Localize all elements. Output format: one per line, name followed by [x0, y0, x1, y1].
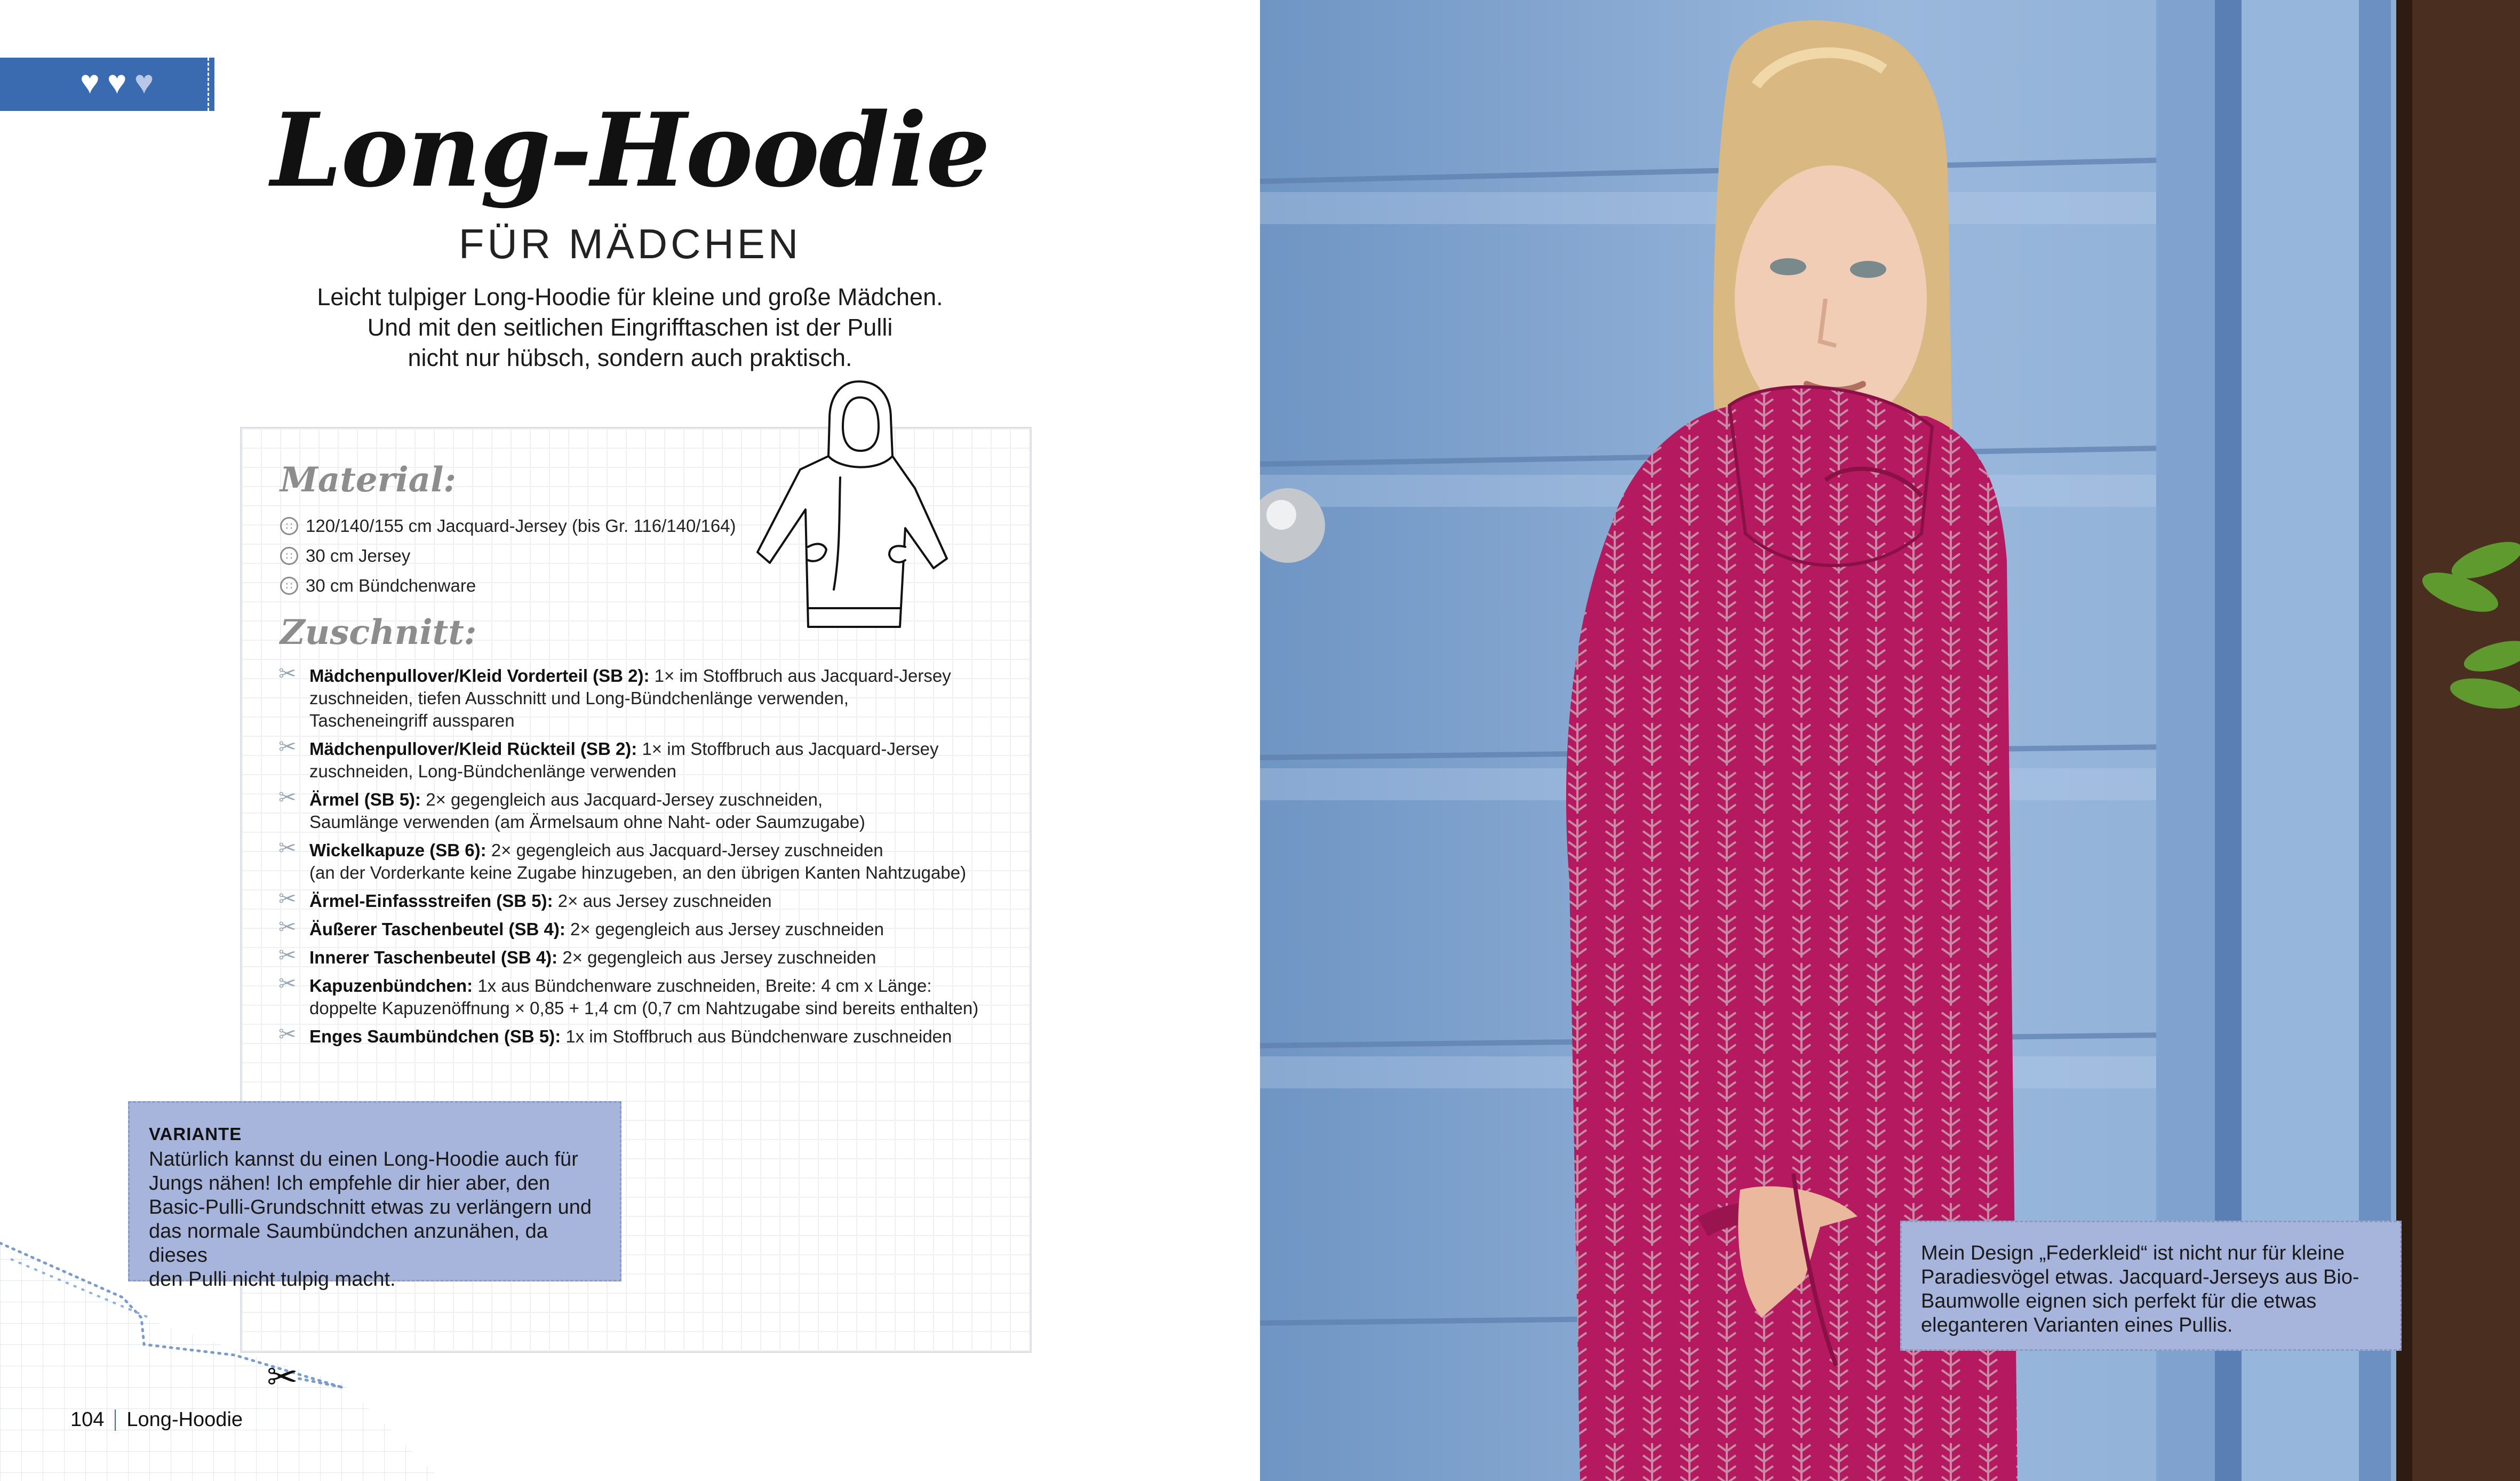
list-item: ✂ Ärmel-Einfassstreifen (SB 5): 2× aus Jersey zuschneiden [278, 887, 772, 911]
folio-divider [115, 1410, 116, 1431]
scissors-icon: ✂ [278, 944, 297, 967]
page-subtitle: FÜR MÄDCHEN [458, 220, 802, 267]
list-item: ✂ Ärmel (SB 5): 2× gegengleich aus Jacquard-Jersey zuschneiden, Saumlänge verwenden (am Ärmelsaum ohne Naht- oder Saumzugabe) [278, 786, 865, 832]
zuschnitt-heading: Zuschnitt: [280, 612, 477, 652]
heart-icon: ♥ [80, 64, 100, 101]
scissors-icon: ✂ [278, 735, 297, 759]
photo-caption: Mein Design „Federkleid“ ist nicht nur für kleine Paradiesvögel etwas. Jacquard-Jerseys aus Bio- Baumwolle eignen sich perfekt für die etwas eleganteren Varianten eines Pullis. [1900, 1221, 2402, 1351]
page-folio [70, 1408, 243, 1431]
scissors-icon: ✂ [278, 1023, 297, 1046]
material-item: ∷ 30 cm Bündchenware [280, 571, 814, 601]
list-item: ✂ Innerer Taschenbeutel (SB 4): 2× gegengleich aus Jersey zuschneiden [278, 944, 876, 967]
needle-icon: ∷ [280, 577, 298, 595]
list-item: ✂ Mädchenpullover/Kleid Vorderteil (SB 2): 1× im Stoffbruch aus Jacquard-Jersey zuschneiden, tiefen Ausschnitt und Long-Bündchenlänge verwenden, Tascheneingriff aussparen [278, 662, 951, 730]
scissors-icon: ✂ [278, 837, 297, 860]
list-item: ✂ Wickelkapuze (SB 6): 2× gegengleich aus Jacquard-Jersey zuschneiden (an der Vorderkante keine Zugabe hinzugeben, an den übrigen Kanten Nahtzugabe) [278, 837, 967, 882]
needle-icon: ∷ [280, 517, 298, 535]
scissors-icon: ✂ [278, 915, 297, 939]
scissors-icon: ✂ [278, 786, 297, 809]
scissors-icon: ✂ [278, 887, 297, 911]
heart-icon: ♥ [134, 64, 154, 101]
list-item: ✂ Mädchenpullover/Kleid Rückteil (SB 2): 1× im Stoffbruch aus Jacquard-Jersey zuschneiden, Long-Bündchenlänge verwenden [278, 735, 939, 781]
running-title: Long-Hoodie [126, 1408, 243, 1431]
material-item: ∷ 30 cm Jersey [280, 541, 814, 571]
right-page [1260, 0, 2520, 1481]
list-item: ✂ Äußerer Taschenbeutel (SB 4): 2× gegengleich aus Jersey zuschneiden [278, 915, 884, 939]
scissors-icon: ✂ [278, 972, 297, 996]
page-title: Long-Hoodie [270, 91, 990, 210]
list-item: ✂ Kapuzenbündchen: 1x aus Bündchenware zuschneiden, Breite: 4 cm x Länge: doppelte Kapuzenöffnung × 0,85 + 1,4 cm (0,7 cm Nahtzugabe sind bereits enthalten) [278, 972, 979, 1018]
scissors-icon: ✂ [267, 1356, 298, 1398]
material-item: ∷ 120/140/155 cm Jacquard-Jersey (bis Gr. 116/140/164) [280, 511, 814, 541]
heart-icon: ♥ [107, 64, 127, 101]
page-number: 104 [70, 1408, 105, 1431]
variante-box [128, 1101, 621, 1291]
intro-text: Leicht tulpiger Long-Hoodie für kleine und große Mädchen. Und mit den seitlichen Eingrifftaschen ist der Pulli nicht nur hübsch, sondern auch praktisch. [317, 283, 943, 371]
scissors-icon: ✂ [278, 662, 297, 686]
list-item: ✂ Enges Saumbündchen (SB 5): 1x im Stoffbruch aus Bündchenware zuschneiden [278, 1023, 952, 1046]
variante-text: Natürlich kannst du einen Long-Hoodie auch für Jungs nähen! Ich empfehle dir hier aber, den Basic-Pulli-Grundschnitt etwas zu verlängern und das normale Saumbündchen anzunähen, da dieses den Pulli nicht tulpig macht. [149, 1148, 592, 1291]
material-heading: Material: [280, 460, 457, 500]
variante-heading: VARIANTE [149, 1124, 242, 1144]
needle-icon: ∷ [280, 547, 298, 565]
